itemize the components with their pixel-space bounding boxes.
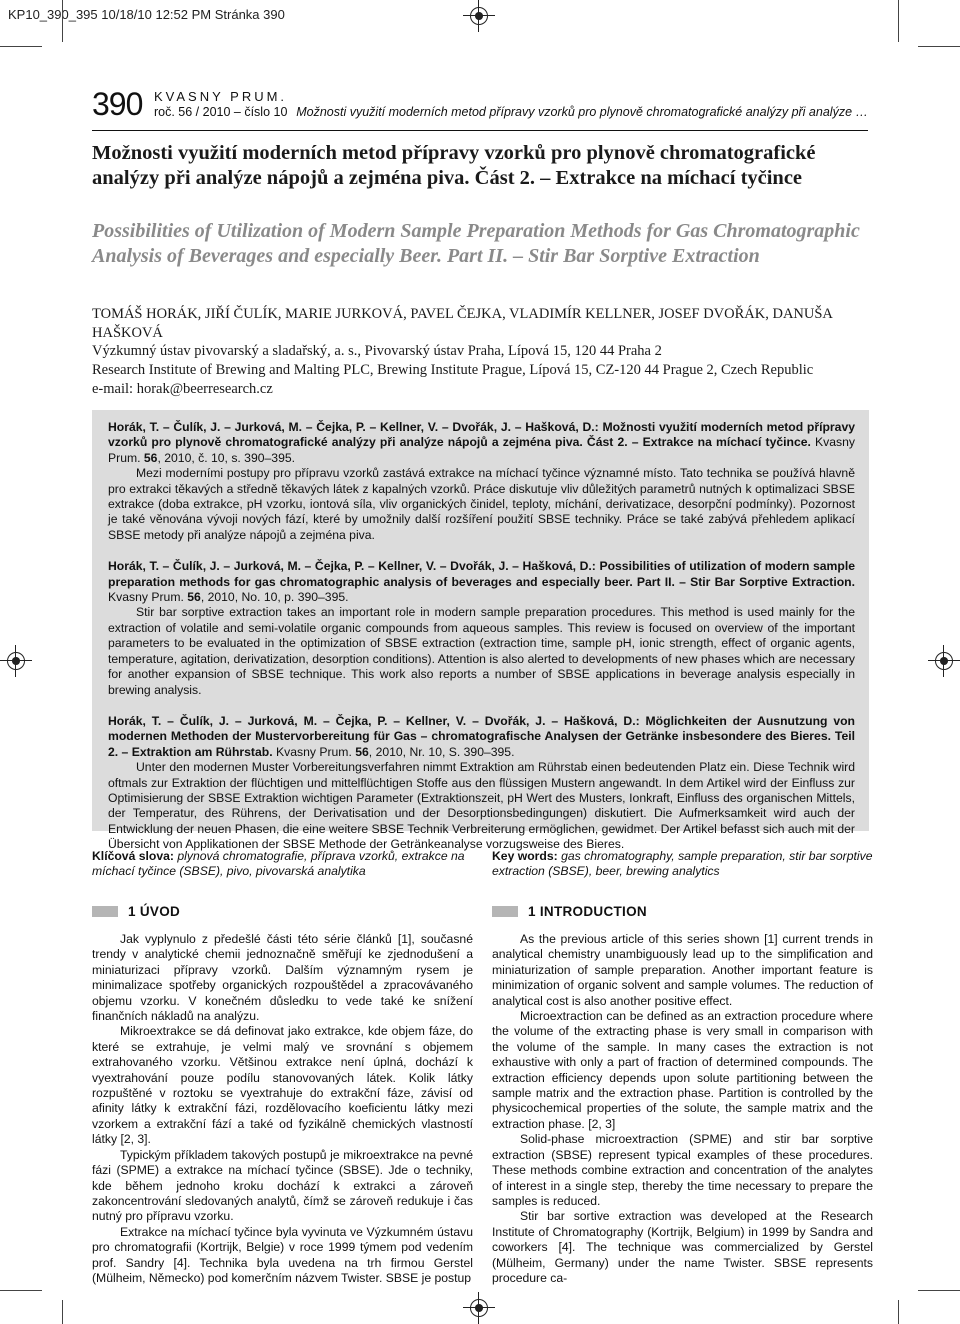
author-list: TOMÁŠ HORÁK, JIŘÍ ČULÍK, MARIE JURKOVÁ, PAVEL ČEJKA, VLADIMÍR KELLNER, JOSEF DVOŘÁK, DANUŠA HAŠKOVÁ bbox=[92, 306, 833, 341]
crop-line bbox=[918, 46, 960, 47]
printer-slug: KP10_390_395 10/18/10 12:52 PM Stránka 390 bbox=[8, 7, 285, 22]
article-title-english: Possibilities of Utilization of Modern Sample Preparation Methods for Gas Chromatographic Analysis of Beverages and especially Beer. Part II. – Stir Bar Sorptive Extraction bbox=[92, 220, 860, 267]
abstract-english-text: Stir bar sorptive extraction takes an important role in modern sample preparation procedures. This method is used mainly for the extraction of volatile and semi-volatile organic compounds from aqueous samples. This review is focused on overview of the important parameters to be evaluated in the optimization of SBSE extraction (extraction time, sample pH, ionic strength, effect of organic agents, temperature, agitation, derivatization, desorption conditions). Attention is also alerted to developments of new phases which are necessary for another expansion of SBSE technique. This work also reports a number of SBSE applications in beverage analysis especially in brewing analysis. bbox=[108, 605, 855, 697]
contact-email[interactable]: e-mail: horak@beerresearch.cz bbox=[92, 381, 273, 397]
registration-mark-icon bbox=[935, 652, 953, 670]
running-title: Možnosti využití moderních metod přípravy vzorků pro plynově chromatografické analýzy při analýze … bbox=[296, 105, 868, 119]
abstract-german-text: Unter den modernen Muster Vorbereitungsverfahren nimmt Extraktion am Rührstab einen bedeutenden Platz ein. Diese Technik wird oftmals zur Extraktion der flüchtigen und mittelflüchtigen Stoffe aus den flüssigen Mustern angewandt. In dem Artikel wird der Einfluss zur Optimisierung der SBSE Extraktion wichtigen Parameter (Extraktionszeit, pH Wert des Musters, Ionkraft, Einfluss des organischen Mittels, der Temperatur, des Rührens, der Derivatisation und der Desorptionsbedingungen) diskutiert. Die Aufmerksamkeit wird auch der Entwicklung der neuen Phasen, die eine weitere SBSE Technik Verbreiterung ermöglichen, gewidmet. Der Artikel befasst sich auch mit der Übersicht von Applikationen der SBSE Methode der Getränkeanalyse vorzugsweise des Bieres. bbox=[108, 760, 855, 852]
crop-line bbox=[0, 46, 42, 47]
paragraph: Mikroextrakce se dá definovat jako extrakce, kde objem fáze, do které se extrahuje, je velmi malý ve srovnání s objemem extrahovaného vzorku. Většinou extrakce není úplná, dochází k vyextrahování pouze podílu stanovovaných látek. Kolik látky rozpuštěné v roztoku se vyextrahuje do extrakční fáze, závisí od afinity látky k extrakční fázi, rozdělovacího koeficientu látky mezi vzorkem a extrakční fází a také od fyzikálně chemických vlastností látky [2, 3]. bbox=[92, 1024, 473, 1147]
crop-line bbox=[918, 1290, 960, 1291]
column-czech bbox=[92, 932, 473, 1286]
paragraph: Microextraction can be defined as an extraction procedure where the volume of the extracting phase is very small in comparison with the volume of the sample. In many cases the extraction is not exhaustive with only a part of fraction of determined compounds. The extraction efficiency depends upon solute partitioning between the sample matrix and the extraction phase. Partition is controlled by the physicochemical properties of the solute, the sample matrix and the extraction phase. [2, 3] bbox=[492, 1009, 873, 1131]
crop-line bbox=[62, 0, 63, 42]
registration-mark-icon bbox=[470, 7, 488, 25]
abstract-czech-text: Mezi moderními postupy pro přípravu vzorků zastává extrakce na míchací tyčince významné místo. Tato technika se používá hlavně pro extrakci těkavých a středně těkavých látek z kapalných vzorků. Práce diskutuje vliv důležitých parametrů nutných k optimalizaci SBSE extrakce (doba extrakce, pH vzorku, iontová síla, vliv organických činidel, teploty, míchání, derivatizace, desorpční podmínky). Pozornost je také věnována vývoji nových fází, které by umožnily další rozšíření použití SBSE techniky. Práce se také zabývá přehledem aplikací SBSE metody při analýze nápojů a zejména piva. bbox=[108, 466, 855, 542]
section-heading-english: 1 INTRODUCTION bbox=[492, 903, 874, 921]
abstract-german-citation: Horák, T. – Čulík, J. – Jurková, M. – Čejka, P. – Kellner, V. – Dvořák, J. – Hašková, D.: Möglichkeiten der Ausnutzung von modernen Methoden der Mustervorbereitung für Gas – chromatografische Analysen der Getränke insbesondere des Bieres. Teil 2. – Extraktion am Rührstab. Kvasny Prum. 56, 2010, Nr. 10, S. 390–395. bbox=[108, 713, 855, 759]
paragraph: Solid-phase microextraction (SPME) and stir bar sorptive extraction (SBSE) represent typical examples of these procedures. These methods combine extraction and concentration of the analytes of interest in a single step, thereby the time necessary to prepare the samples is reduced. bbox=[492, 1132, 873, 1208]
crop-line bbox=[898, 1300, 899, 1324]
heading-bar bbox=[492, 906, 518, 917]
article-title-czech: Možnosti využití moderních metod přípravy vzorků pro plynově chromatografické analýzy při analýze nápojů a zejména piva. Část 2. – Extrakce na míchací tyčince bbox=[92, 142, 816, 189]
abstract-czech-citation: Horák, T. – Čulík, J. – Jurková, M. – Čejka, P. – Kellner, V. – Dvořák, J. – Hašková, D.: Možnosti využití moderních metod přípravy vzorků pro plynově chromatografické analýzy při analýze nápojů a zejména piva. Část 2. – Extrakce na míchací tyčince. Kvasny Prum. 56, 2010, č. 10, s. 390–395. bbox=[108, 420, 856, 465]
paragraph: Jak vyplynulo z předešlé části této série článků [1], současné trendy v analytické chemii jednoznačně směřují ke zjednodušení a miniaturizaci přípravy vzorků. Dalším významným rysem je minimalizace spotřeby organických rozpouštědel a zpracovávaného objemu vzorku. V konečném důsledku to vede také ke snížení finančních nákladů na analýzu. bbox=[92, 932, 473, 1024]
crop-line bbox=[62, 1300, 63, 1324]
abstract-english-citation: Horák, T. – Čulík, J. – Jurková, M. – Čejka, P. – Kellner, V. – Dvořák, J. – Hašková, D.: Possibilities of utilization of modern sample preparation methods for gas chromatographic analysis of beverages and especially beer. Part II. – Stir Bar Sorptive Extraction. Kvasny Prum. 56, 2010, No. 10, p. 390–395. bbox=[108, 559, 855, 605]
abstracts-box bbox=[92, 410, 869, 852]
paragraph: Extrakce na míchací tyčince byla vyvinuta ve Výzkumném ústavu pro chromatografii (Kortrijk, Belgie) v roce 1999 týmem pod vedením prof. Sandry [4]. Technika byla uvedena na trh firmou Gerstel (Mülheim, Německo) pod komerčním názvem Twister. SBSE je postup bbox=[92, 1224, 473, 1285]
crop-line bbox=[0, 1290, 42, 1291]
registration-mark-icon bbox=[470, 1299, 488, 1317]
running-header bbox=[92, 86, 868, 131]
journal-name: KVASNY PRUM. bbox=[154, 89, 288, 104]
page-number: 390 bbox=[92, 86, 143, 122]
heading-bar bbox=[92, 906, 118, 917]
keywords-czech: Klíčová slova: plynová chromatografie, příprava vzorků, extrakce na míchací tyčince (SBSE), pivo, pivovarská analytika bbox=[92, 849, 465, 879]
crop-line bbox=[898, 0, 899, 42]
issue-info: roč. 56 / 2010 – číslo 10 bbox=[154, 105, 288, 119]
paragraph: Stir bar sortive extraction was developed at the Research Institute of Chromatography (Kortrijk, Belgium) in 1999 by Sandra and coworkers [4]. The technique was commercialized by Gerstel (Mülheim, Germany) under the name Twister. SBSE represents procedure ca- bbox=[492, 1209, 873, 1285]
section-heading-czech: 1 ÚVOD bbox=[92, 903, 474, 921]
affiliation bbox=[92, 342, 882, 399]
affiliation-english: Research Institute of Brewing and Malting PLC, Brewing Institute Prague, Lípová 15, CZ-120 44 Prague 2, Czech Republic bbox=[92, 362, 814, 378]
paragraph: Typickým příkladem takových postupů je mikroextrakce na pevné fázi (SPME) a extrakce na míchací tyčince (SBSE). Jde o techniky, kde během jednoho kroku dochází k extrakci a zároveň zakoncentrování sledovaných analytů, čímž se zároveň redukuje i čas nutný pro přípravu vzorku. bbox=[92, 1147, 473, 1224]
keywords-english: Key words: gas chromatography, sample preparation, stir bar sorptive extraction (SBSE), beer, brewing analytics bbox=[492, 849, 873, 879]
affiliation-czech: Výzkumný ústav pivovarský a sladařský, a. s., Pivovarský ústav Praha, Lípová 15, 120 44 Praha 2 bbox=[92, 343, 662, 359]
column-english bbox=[492, 932, 873, 1286]
registration-mark-icon bbox=[7, 652, 25, 670]
paragraph: As the previous article of this series shown [1] current trends in analytical chemistry unambiguously lead up to the simplification and miniaturization of sample preparation. Another important feature is minimization of organic solvent and sample volumes. The reduction of analytical cost is also another positive effect. bbox=[492, 932, 873, 1008]
